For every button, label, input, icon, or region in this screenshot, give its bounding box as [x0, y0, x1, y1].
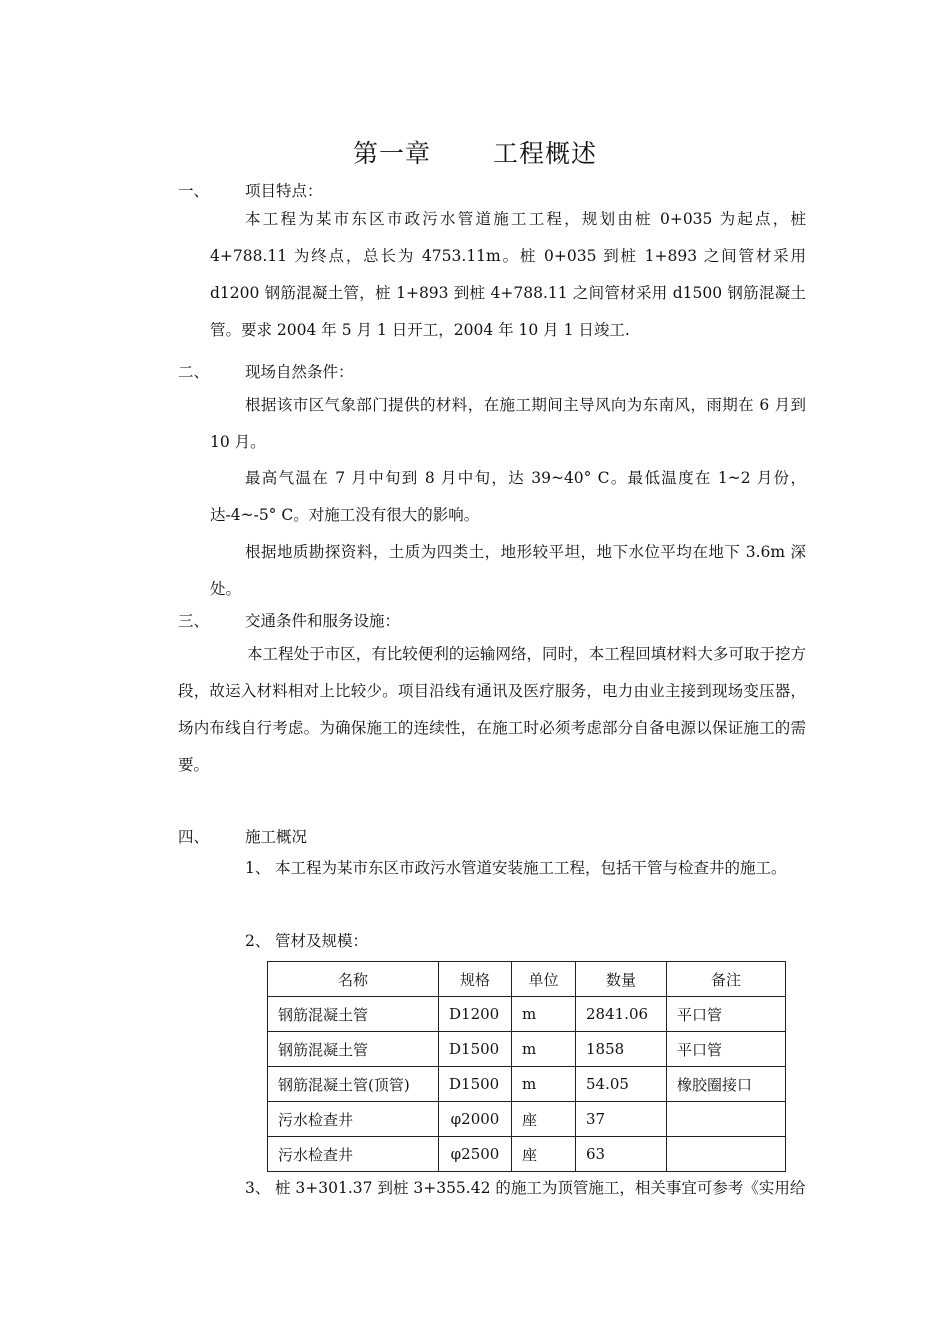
section-heading	[178, 825, 307, 847]
table-cell: 座	[512, 1102, 576, 1137]
table-row	[268, 1032, 786, 1067]
table-cell: D1500	[439, 1032, 512, 1067]
table-cell: φ2000	[439, 1102, 512, 1137]
table-row	[268, 997, 786, 1032]
list-item	[245, 850, 806, 887]
table-cell: 橡胶圈接口	[667, 1067, 786, 1102]
section-heading	[178, 360, 354, 382]
table-cell	[667, 1137, 786, 1172]
table-header-cell: 规格	[439, 962, 512, 997]
table-cell: 平口管	[667, 997, 786, 1032]
list-item-number: 3、	[245, 1179, 271, 1197]
table-row	[268, 1137, 786, 1172]
paragraph: 本工程为某市东区市政污水管道施工工程，规划由桩 0+035 为起点，桩 4+788.11 为终点，总长为 4753.11m。桩 0+035 到桩 1+893 之间管材采用 d1200 钢筋混凝土管，桩 1+893 到桩 4+788.11 之间管材采用 d1500 钢筋混凝土管。要求 2004 年 5 月 1 日开工，2004 年 10 月 1 日竣工.	[210, 210, 806, 339]
table-cell	[667, 1102, 786, 1137]
table-row	[268, 1067, 786, 1102]
table-cell: 污水检查井	[268, 1137, 439, 1172]
list-item	[245, 1170, 806, 1207]
section-heading	[178, 179, 323, 201]
paragraph: 本工程处于市区，有比较便利的运输网络，同时，本工程回填材料大多可取于挖方段，故运入材料相对上比较少。项目沿线有通讯及医疗服务，电力由业主接到现场变压器，场内布线自行考虑。为确保施工的连续性，在施工时必须考虑部分自备电源以保证施工的需要。	[178, 645, 806, 774]
section-title: 交通条件和服务设施：	[245, 612, 401, 630]
table-cell: D1500	[439, 1067, 512, 1102]
table-cell: 钢筋混凝土管	[268, 997, 439, 1032]
list-item-text: 桩 3+301.37 到桩 3+355.42 的施工为顶管施工，相关事宜可参考《实用给	[275, 1179, 806, 1197]
list-item-text: 管材及规模：	[275, 932, 369, 950]
section-number: 一、	[178, 182, 210, 200]
list-item-number: 2、	[245, 932, 271, 950]
section-title: 现场自然条件：	[245, 363, 354, 381]
table-cell: 37	[576, 1102, 667, 1137]
table-cell: 平口管	[667, 1032, 786, 1067]
table-header-cell: 名称	[268, 962, 439, 997]
table-header-cell: 数量	[576, 962, 667, 997]
section-number: 二、	[178, 363, 210, 381]
table-cell: φ2500	[439, 1137, 512, 1172]
table-cell: 2841.06	[576, 997, 667, 1032]
table-cell: 座	[512, 1137, 576, 1172]
pipe-materials-table	[267, 961, 786, 1172]
paragraph: 最高气温在 7 月中旬到 8 月中旬，达 39~40° C。最低温度在 1~2 月份，达-4~-5° C。对施工没有很大的影响。	[210, 469, 806, 524]
table-cell: 54.05	[576, 1067, 667, 1102]
list-item	[245, 923, 806, 960]
table-row	[268, 1102, 786, 1137]
section-heading	[178, 609, 400, 631]
section-number: 三、	[178, 612, 210, 630]
section-title: 施工概况	[245, 828, 308, 846]
table-cell: D1200	[439, 997, 512, 1032]
table-cell: 63	[576, 1137, 667, 1172]
section-number: 四、	[178, 828, 210, 846]
chapter-name: 工程概述	[493, 139, 598, 168]
table-cell: 污水检查井	[268, 1102, 439, 1137]
table-cell: m	[512, 997, 576, 1032]
chapter-title	[0, 134, 950, 170]
chapter-number: 第一章	[352, 139, 431, 168]
paragraph: 根据该市区气象部门提供的材料，在施工期间主导风向为东南风，雨期在 6 月到 10 月。	[210, 396, 806, 451]
paragraph: 根据地质勘探资料，土质为四类土，地形较平坦，地下水位平均在地下 3.6m 深处。	[210, 543, 806, 598]
table-cell: m	[512, 1067, 576, 1102]
table-cell: 1858	[576, 1032, 667, 1067]
table-cell: 钢筋混凝土管(顶管)	[268, 1067, 439, 1102]
list-item-text: 本工程为某市东区市政污水管道安装施工工程，包括干管与检查井的施工。	[275, 859, 787, 877]
table-header-cell: 备注	[667, 962, 786, 997]
table-header-row	[268, 962, 786, 997]
table-header-cell: 单位	[512, 962, 576, 997]
table-cell: m	[512, 1032, 576, 1067]
list-item-number: 1、	[245, 859, 271, 877]
table-cell: 钢筋混凝土管	[268, 1032, 439, 1067]
section-title: 项目特点：	[245, 182, 323, 200]
